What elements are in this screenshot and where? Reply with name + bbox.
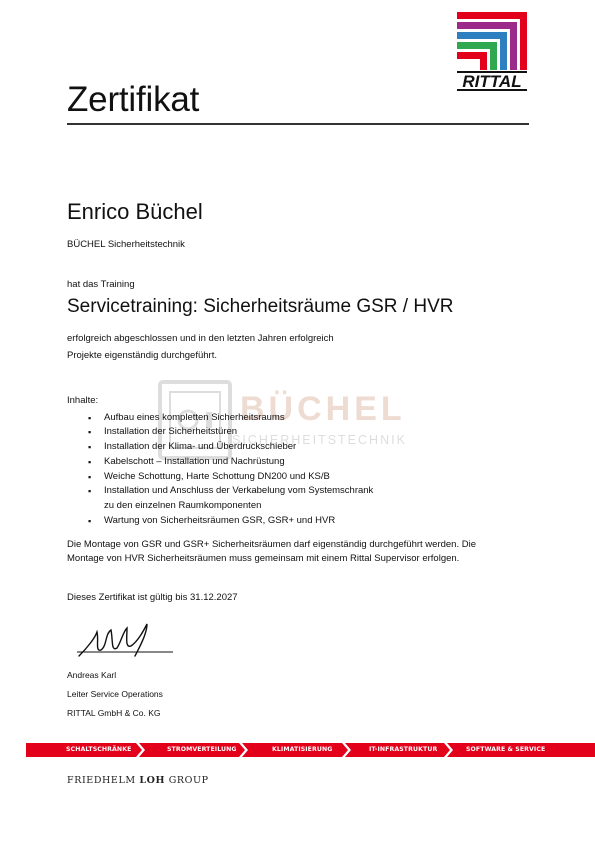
list-item <box>67 484 373 499</box>
training-result <box>67 330 334 364</box>
contents-section <box>67 394 373 528</box>
footer-bold: LOH <box>139 775 166 786</box>
band-item-klimatisierung: KLIMATISIERUNG <box>272 746 333 753</box>
group-footer <box>67 775 209 786</box>
list-item-text: Aufbau eines kompletten Sicherheitsraums <box>104 411 285 423</box>
list-item-text: Installation der Klima- und Überdruckschieber <box>104 441 297 453</box>
list-item <box>67 470 373 485</box>
montage-note: Die Montage von GSR und GSR+ Sicherheitsräumen darf eigenständig durchgeführt werden. Die Montage von HVR Sicherheitsräumen muss gemeinsam mit einem Rittal Supervisor erfolgen. <box>67 539 476 564</box>
page-title: Zertifikat <box>67 80 200 119</box>
list-item-continuation <box>67 499 373 514</box>
watermark-sub: SICHERHEITSTECHNIK <box>232 433 407 447</box>
list-item-text: zu den einzelnen Raumkomponenten <box>104 499 262 511</box>
list-item-text: Weiche Schottung, Harte Schottung DN200 und KS/B <box>104 470 330 482</box>
bullet-icon: ▪ <box>88 515 92 526</box>
signature-graphic <box>77 618 175 662</box>
training-result-line-2: Projekte eigenständig durchgeführt. <box>67 350 217 361</box>
signer-role: Leiter Service Operations <box>67 689 163 699</box>
title-rule <box>67 123 529 125</box>
rittal-logo <box>457 12 527 112</box>
list-item <box>67 425 373 440</box>
list-item-text: Kabelschott – Installation und Nachrüstung <box>104 455 285 467</box>
signer-name: Andreas Karl <box>67 670 117 680</box>
watermark-main: BÜCHEL <box>240 390 406 428</box>
bullet-icon: ▪ <box>88 442 92 453</box>
rittal-logo-graphic <box>457 12 527 112</box>
list-item-text: Installation und Anschluss der Verkabelung vom Systemschrank <box>104 485 374 497</box>
training-result-line-1: erfolgreich abgeschlossen und in den letzten Jahren erfolgreich <box>67 333 334 344</box>
band-item-software-service: SOFTWARE & SERVICE <box>466 746 546 753</box>
training-title: Servicetraining: Sicherheitsräume GSR / HVR <box>67 296 454 317</box>
recipient-company: BÜCHEL Sicherheitstechnik <box>67 239 185 250</box>
footer-prefix: FRIEDHELM <box>67 775 136 786</box>
bullet-icon: ▪ <box>88 427 92 438</box>
band-item-it-infrastruktur: IT-INFRASTRUKTUR <box>369 746 438 753</box>
list-item-text: Installation der Sicherheitstüren <box>104 426 238 438</box>
list-item <box>67 455 373 470</box>
list-item-text: Wartung von Sicherheitsräumen GSR, GSR+ und HVR <box>104 514 336 526</box>
training-intro: hat das Training <box>67 279 135 290</box>
bullet-icon: ▪ <box>88 456 92 467</box>
signature <box>77 618 175 662</box>
recipient-name: Enrico Büchel <box>67 199 203 224</box>
list-item <box>67 411 373 426</box>
contents-list <box>67 411 373 529</box>
validity-note: Dieses Zertifikat ist gültig bis 31.12.2027 <box>67 592 238 603</box>
list-item <box>67 514 373 529</box>
bullet-icon: ▪ <box>88 486 92 497</box>
band-item-stromverteilung: STROMVERTEILUNG <box>167 746 237 753</box>
signer-company: RITTAL GmbH & Co. KG <box>67 708 161 718</box>
category-band <box>26 743 595 757</box>
contents-heading: Inhalte: <box>67 395 99 406</box>
logo-text: RITTAL <box>462 72 522 91</box>
bullet-icon: ▪ <box>88 471 92 482</box>
list-item <box>67 440 373 455</box>
signer-block <box>67 666 163 723</box>
band-item-schaltschraenke: SCHALTSCHRÄNKE <box>66 746 132 753</box>
footer-suffix: GROUP <box>168 775 209 786</box>
bullet-icon: ▪ <box>88 412 92 423</box>
